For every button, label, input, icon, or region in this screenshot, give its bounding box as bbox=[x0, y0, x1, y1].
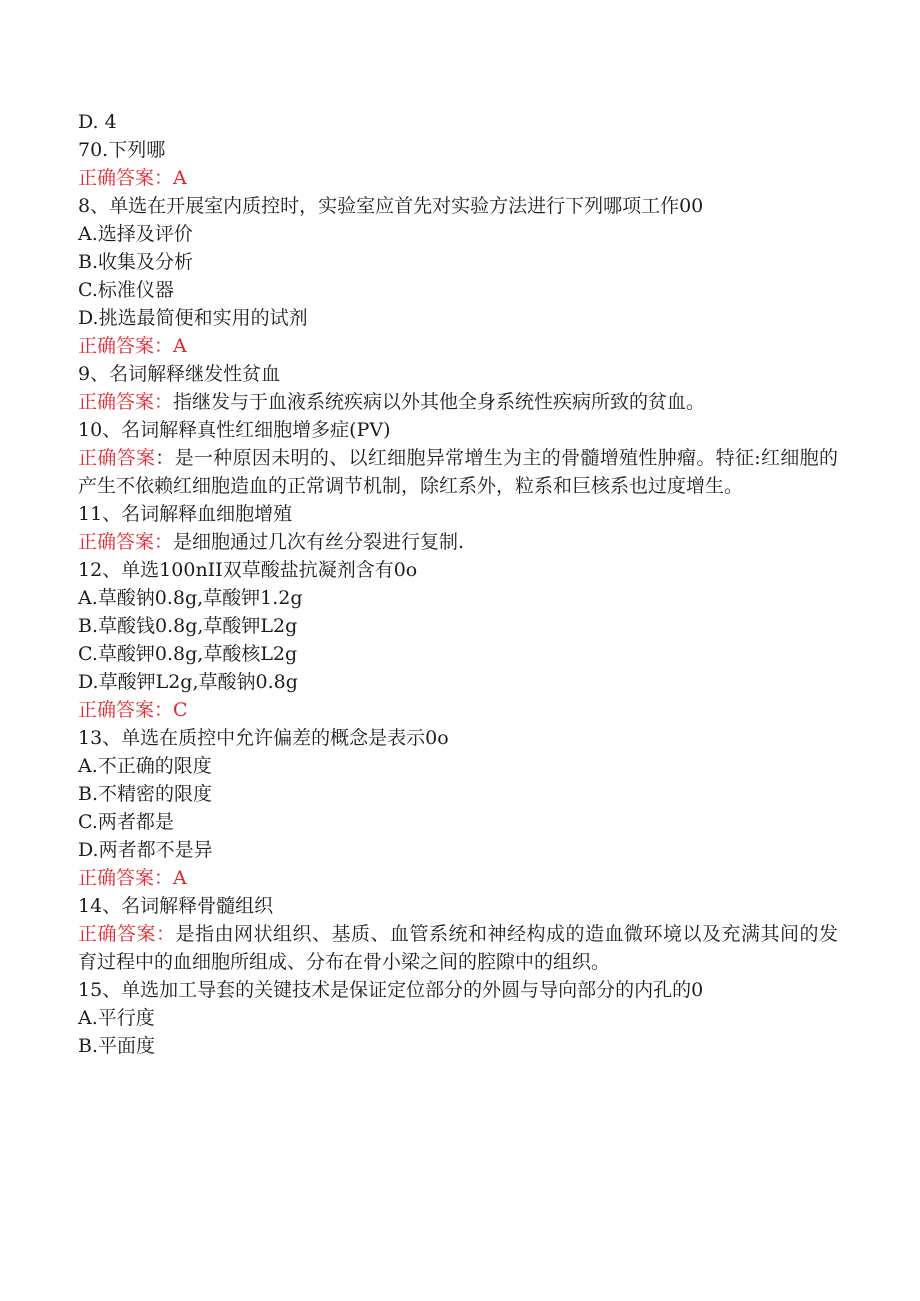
answer-label: 正确答案： bbox=[78, 391, 174, 413]
document-line: A.平行度 bbox=[78, 1007, 155, 1029]
answer-explanation bbox=[78, 920, 838, 976]
answer-explanation bbox=[78, 444, 838, 500]
answer-text: 是指由网状组织、基质、血管系统和神经构成的造血微环境以及充满其间的发育过程中的血细胞所组成、分布在骨小梁之间的腔隙中的组织。 bbox=[78, 923, 838, 973]
document-line: D.两者都不是异 bbox=[78, 839, 213, 861]
document-line: A.草酸钠0.8g,草酸钾1.2g bbox=[78, 587, 303, 609]
document-line: C.标准仪器 bbox=[78, 279, 174, 301]
document-line: 12、单选100nII双草酸盐抗凝剂含有0o bbox=[78, 559, 418, 581]
answer-line bbox=[78, 164, 838, 192]
document-line: D. 4 bbox=[78, 111, 117, 133]
document-line: 11、名词解释血细胞增殖 bbox=[78, 503, 293, 525]
document-line: B.收集及分析 bbox=[78, 251, 194, 273]
document-line: 70.下列哪 bbox=[78, 139, 166, 161]
document-line: 9、名词解释继发性贫血 bbox=[78, 363, 281, 385]
answer-value: A bbox=[173, 335, 187, 357]
answer-label: 正确答案 bbox=[78, 447, 156, 469]
document-line: 15、单选加工导套的关键技术是保证定位部分的外圆与导向部分的内孔的0 bbox=[78, 979, 704, 1001]
answer-text: 指继发与于血液系统疾病以外其他全身系统性疾病所致的贫血。 bbox=[173, 391, 706, 413]
document-line: B.草酸钱0.8g,草酸钾L2g bbox=[78, 615, 298, 637]
answer-line bbox=[78, 864, 838, 892]
document-line: C.两者都是 bbox=[78, 811, 174, 833]
document-line: 10、名词解释真性红细胞增多症(PV) bbox=[78, 419, 391, 441]
document-line: 8、单选在开展室内质控时，实验室应首先对实验方法进行下列哪项工作00 bbox=[78, 195, 704, 217]
answer-label: 正确答案： bbox=[78, 699, 174, 721]
answer-value: C bbox=[173, 699, 188, 721]
answer-value: A bbox=[173, 167, 187, 189]
document-line: D.挑选最简便和实用的试剂 bbox=[78, 307, 308, 329]
answer-value: A bbox=[173, 867, 187, 889]
answer-explanation bbox=[78, 528, 838, 556]
answer-label: 正确答案： bbox=[78, 335, 174, 357]
answer-label: 正确答案： bbox=[78, 923, 176, 945]
document-line: B.平面度 bbox=[78, 1035, 156, 1057]
answer-line bbox=[78, 696, 838, 724]
document-line: A.不正确的限度 bbox=[78, 755, 212, 777]
answer-text: ：是一种原因未明的、以红细胞异常增生为主的骨髓增殖性肿瘤。特征:红细胞的产生不依赖红细胞造血的正常调节机制，除红系外，粒系和巨核系也过度增生。 bbox=[78, 447, 838, 497]
document-line: A.选择及评价 bbox=[78, 223, 193, 245]
answer-explanation bbox=[78, 388, 838, 416]
answer-label: 正确答案： bbox=[78, 867, 174, 889]
answer-text: 是细胞通过几次有丝分裂进行复制. bbox=[173, 531, 465, 553]
document-line: 14、名词解释骨髓组织 bbox=[78, 895, 274, 917]
document-line: B.不精密的限度 bbox=[78, 783, 213, 805]
document-page bbox=[78, 108, 838, 1060]
answer-line bbox=[78, 332, 838, 360]
answer-label: 正确答案： bbox=[78, 531, 174, 553]
document-line: C.草酸钾0.8g,草酸核L2g bbox=[78, 643, 298, 665]
document-line: 13、单选在质控中允许偏差的概念是表示0o bbox=[78, 727, 449, 749]
document-line: D.草酸钾L2g,草酸钠0.8g bbox=[78, 671, 298, 693]
answer-label: 正确答案： bbox=[78, 167, 174, 189]
